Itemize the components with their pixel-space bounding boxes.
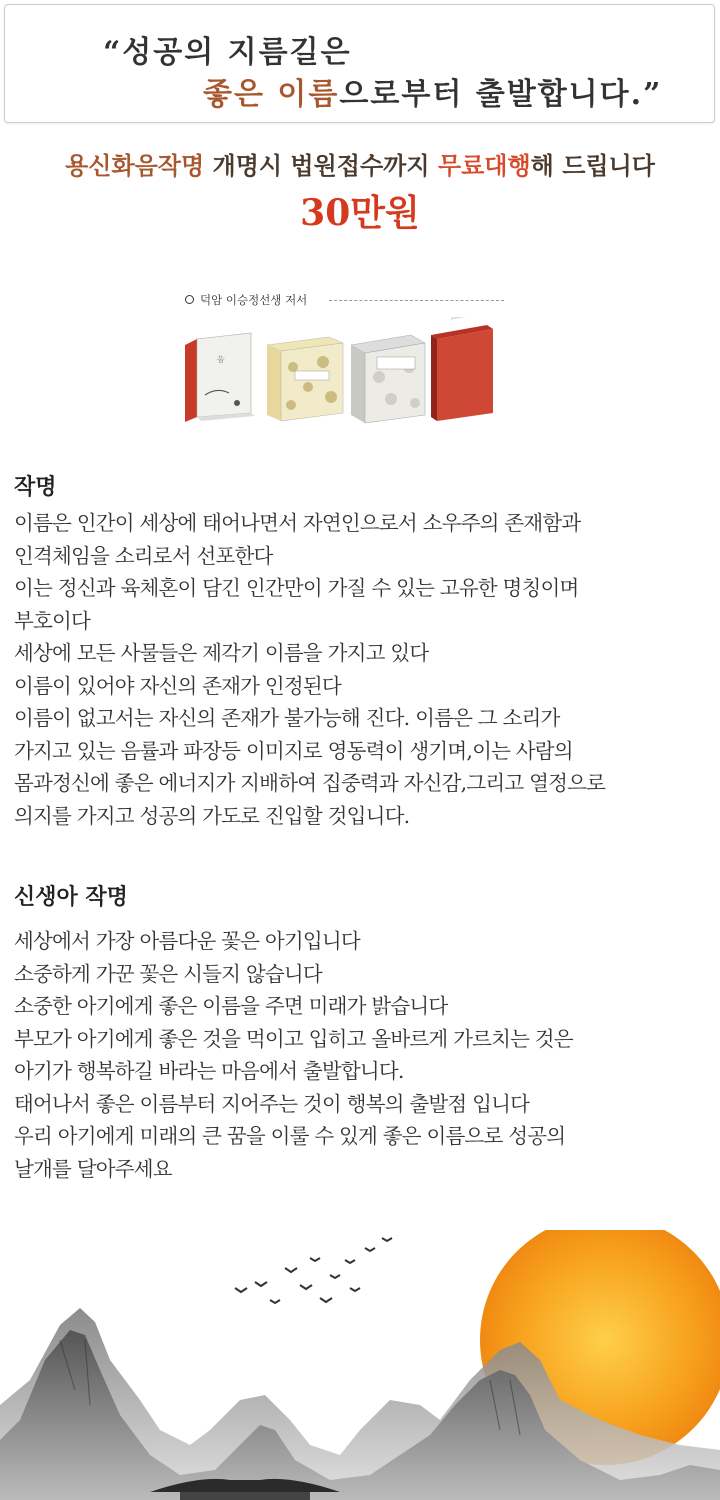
text-line: 부호이다: [14, 608, 91, 633]
slogan-banner: [4, 4, 715, 123]
slogan-line-2: 좋은 이름으로부터 출발합니다.”: [203, 77, 663, 112]
text-line: 소중하게 가꾼 꽃은 시들지 않습니다: [14, 961, 322, 986]
text-line: 이름이 없고서는 자신의 존재가 불가능해 진다. 이름은 그 소리가: [14, 706, 560, 730]
section-body-newborn: [14, 925, 720, 1185]
book-1: [185, 333, 255, 422]
dashed-divider: [329, 300, 504, 301]
section-heading-newborn: 신생아 작명: [14, 885, 128, 910]
text-line: 몸과정신에 좋은 에너지가 지배하여 집중력과 자신감,그리고 열정으로: [14, 771, 606, 795]
slogan-accent: 좋은 이름: [203, 77, 340, 112]
books-image: [183, 317, 505, 425]
section-body-naming: [14, 507, 720, 832]
promo-text: 용신화음작명 개명시 법원접수까지 무료대행해 드립니다: [65, 151, 655, 180]
text-line: 가지고 있는 음률과 파장등 이미지로 영동력이 생기며,이는 사람의: [14, 738, 573, 763]
text-line: 아기가 행복하길 바라는 마음에서 출발합니다.: [14, 1059, 404, 1083]
text-line: 이는 정신과 육체혼이 담긴 인간만이 가질 수 있는 고유한 명칭이며: [14, 576, 579, 600]
text-line: 이름은 인간이 세상에 태어나면서 자연인으로서 소우주의 존재함과: [14, 511, 581, 535]
text-line: 우리 아기에게 미래의 큰 꿈을 이룰 수 있게 좋은 이름으로 성공의: [14, 1124, 566, 1148]
price: 30만원: [300, 192, 420, 234]
author-label: 덕암 이승정선생 저서: [185, 292, 307, 308]
text-line: 의지를 가지고 성공의 가도로 진입할 것입니다.: [14, 803, 410, 828]
text-line: 이름이 있어야 자신의 존재가 인정된다: [14, 673, 341, 698]
book-4: [431, 317, 493, 421]
birds-icon: [235, 1238, 392, 1303]
svg-text:음: 음: [216, 354, 226, 365]
text-line: 태어나서 좋은 이름부터 지어주는 것이 행복의 출발점 입니다: [14, 1091, 530, 1116]
text-line: 날개를 달아주세요: [14, 1156, 172, 1181]
book-2: [267, 337, 343, 421]
text-line: 인격체임을 소리로서 선포한다: [14, 543, 273, 568]
bullet-circle-icon: [185, 295, 194, 304]
mountain-sun-illustration: [0, 1230, 720, 1500]
book-3: [351, 335, 425, 423]
text-line: 소중한 아기에게 좋은 이름을 주면 미래가 밝습니다: [14, 994, 448, 1018]
text-line: 세상에 모든 사물들은 제각기 이름을 가지고 있다: [14, 641, 429, 665]
section-heading-naming: 작명: [14, 475, 57, 500]
text-line: 부모가 아기에게 좋은 것을 먹이고 입히고 올바르게 가르치는 것은: [14, 1026, 573, 1051]
text-line: 세상에서 가장 아름다운 꽃은 아기입니다: [14, 929, 360, 953]
slogan-line-1: “성공의 지름길은: [103, 35, 352, 70]
